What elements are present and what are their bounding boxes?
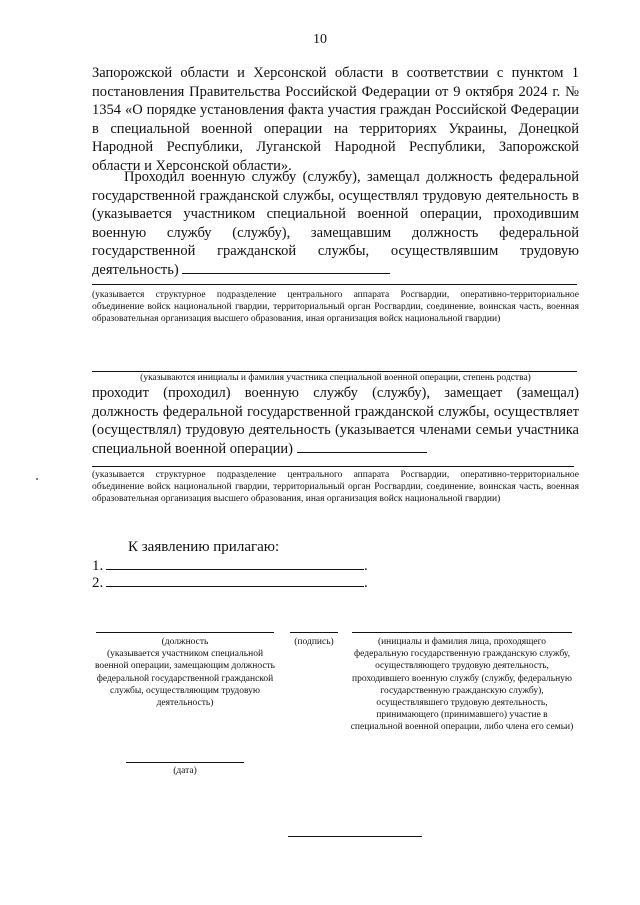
attachments-title: К заявлению прилагаю: xyxy=(128,539,280,555)
blank-line xyxy=(92,284,577,285)
name-caption: (инициалы и фамилия лица, проходящего федеральную государственную гражданскую службу, осуществляющего трудовую деятельность, проходившего военную службу (службу, федеральную государственную гражданскую службу), осуществлявшего трудовую деятельность, принимающего (принимавшего) участие в специальной военной операции, либо члена его семьи) xyxy=(350,637,574,733)
attachment-number: 1. xyxy=(92,558,104,574)
position-line xyxy=(96,632,274,633)
date-caption: (дата) xyxy=(173,766,197,776)
attachment-blank xyxy=(106,573,364,587)
attachment-line-2 xyxy=(92,573,368,592)
paragraph-3 xyxy=(92,384,579,458)
signature-caption: (подпись) xyxy=(294,637,334,647)
paragraph-3-text: проходит (проходил) военную службу (службу), замещает (замещал) должность федеральной государственной гражданской службы, осуществляет (осуществлял) трудовую деятельность (указывается членами семьи участника специальной военной операции) xyxy=(92,385,579,457)
paragraph-2 xyxy=(92,168,579,280)
paragraph-1: Запорожской области и Херсонской области в соответствии с пунктом 1 постановления Правительства Российской Федерации от 9 октября 2024 г. № 1354 «О порядке установления факта участия граждан Российской Федерации в специальной военной операции на территориях Украины, Донецкой Народной Республики, Луганской Народной Республики, Запорожской области и Херсонской области». xyxy=(92,65,579,174)
blank-line xyxy=(92,466,574,467)
position-caption: (должность (указывается участником специальной военной операции, замещающим должность федеральной государственной гражданской службы, осуществляющим трудовую деятельность) xyxy=(94,637,276,709)
attachment-blank xyxy=(106,556,364,570)
page-number: 10 xyxy=(313,32,327,47)
paragraph-2-text: Проходил военную службу (службу), замещал должность федеральной государственной гражданской службы, осуществлял трудовую деятельность в (указывается участником специальной военной операции, проходившим военную службу (службу), замещавшим должность федеральной государственной гражданской службы, осуществлявшим трудовую деятельность) xyxy=(92,169,579,278)
fill-line xyxy=(297,440,427,453)
name-line xyxy=(352,632,572,633)
date-line xyxy=(126,762,244,763)
attachment-number: 2. xyxy=(92,575,104,591)
note-1: (указывается структурное подразделение центрального аппарата Росгвардии, оперативно-территориальное объединение войск национальной гвардии, территориальный орган Росгвардии, соединение, воинская часть, военная образовательная организация высшего образования, иная организация войск национальной гвардии) xyxy=(92,290,579,325)
note-3: (указывается структурное подразделение центрального аппарата Росгвардии, оперативно-территориальное объединение войск национальной гвардии, территориальный орган Росгвардии, соединение, воинская часть, военная образовательная организация высшего образования, иная организация войск национальной гвардии) xyxy=(92,470,579,505)
signature-line xyxy=(290,632,338,633)
scan-speck xyxy=(36,478,38,480)
fill-line xyxy=(182,261,390,274)
attachment-end: . xyxy=(364,575,368,591)
note-2: (указываются инициалы и фамилия участника специальной военной операции, степень родства) xyxy=(140,373,531,383)
attachment-end: . xyxy=(364,558,368,574)
closing-line xyxy=(288,836,422,837)
